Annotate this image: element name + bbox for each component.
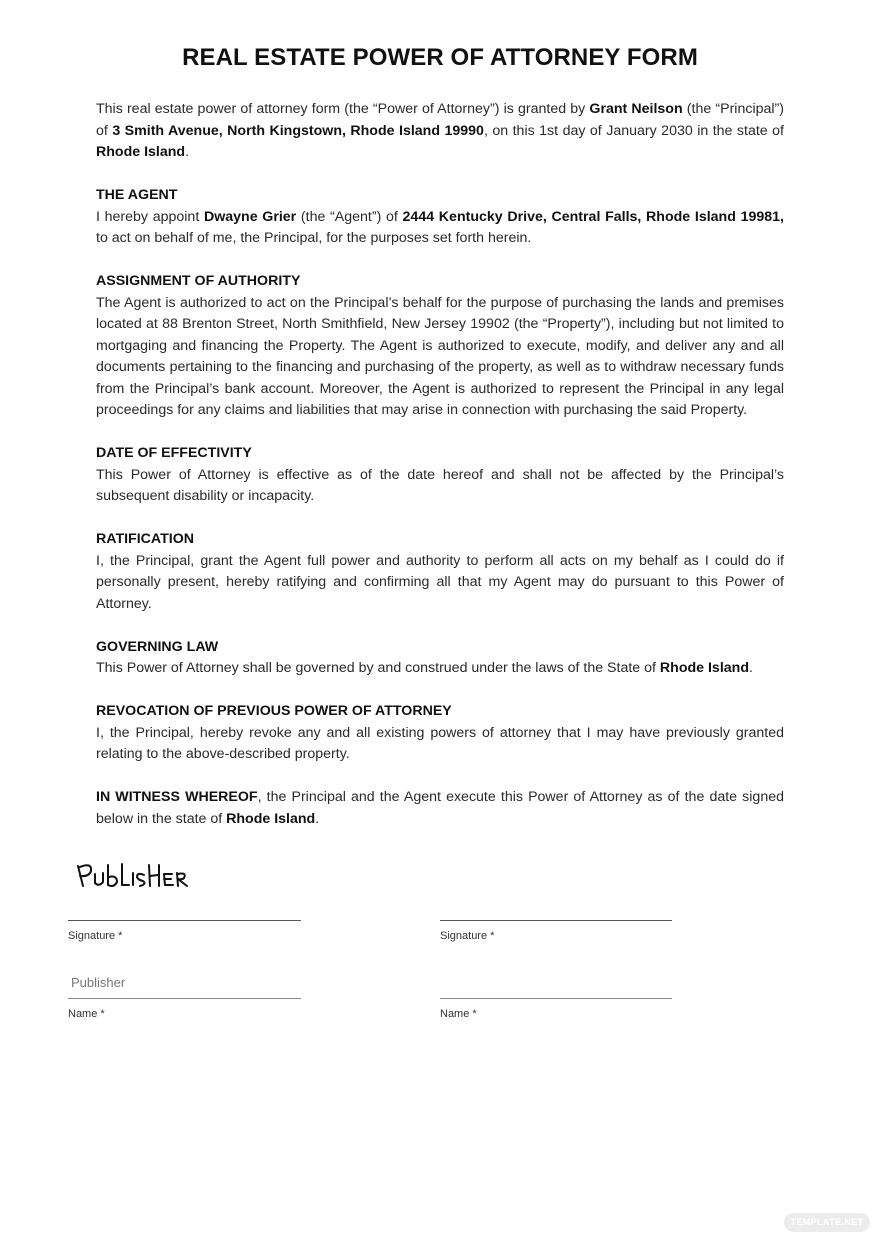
right-signature-label: Signature * — [440, 930, 495, 942]
left-name-line — [68, 998, 301, 999]
agent-name: Dwayne Grier — [203, 208, 297, 225]
right-name-label: Name * — [440, 1008, 477, 1020]
effectivity-heading: DATE OF EFFECTIVITY — [96, 445, 252, 461]
agent-heading: THE AGENT — [96, 187, 178, 203]
intro-state: Rhode Island — [96, 144, 186, 160]
intro-paragraph: This real estate power of attorney form (the “Power of Attorney”) is granted by Grant Neilson (the “Principal”) of 3 Smith Avenue, North Kingstown, Rhode Island 19990, on this 1st day of January 2030 in the state of Rhode Island. — [96, 101, 784, 160]
governing-law-paragraph: This Power of Attorney shall be governed by and construed under the laws of the State of Rhode Island. — [96, 660, 753, 676]
left-name-value[interactable]: Publisher — [71, 975, 126, 990]
revocation-heading: REVOCATION OF PREVIOUS POWER OF ATTORNEY — [96, 703, 452, 719]
agent-address: 2444 Kentucky Drive, Central Falls, Rhode Island 19981, — [402, 208, 784, 225]
left-signature-line — [68, 920, 301, 921]
ratification-heading: RATIFICATION — [96, 531, 194, 547]
principal-name: Grant Neilson — [589, 101, 683, 117]
document-body — [96, 99, 784, 852]
effectivity-paragraph: This Power of Attorney is effective as of the date hereof and shall not be affected by the Principal’s subsequent disability or incapacity. — [96, 466, 784, 504]
agent-paragraph: I hereby appoint Dwayne Grier (the “Agent”) of 2444 Kentucky Drive, Central Falls, Rhode Island 19981, to act on behalf of me, the Principal, for the purposes set forth herein. — [96, 208, 784, 246]
left-signature-label: Signature * — [68, 930, 123, 942]
left-name-label: Name * — [68, 1008, 105, 1020]
authority-heading: ASSIGNMENT OF AUTHORITY — [96, 273, 301, 289]
document-title: REAL ESTATE POWER OF ATTORNEY FORM — [182, 44, 698, 71]
witness-state: Rhode Island — [226, 810, 316, 827]
witness-lead: IN WITNESS WHEREOF — [96, 789, 258, 805]
handwritten-signature — [74, 856, 192, 896]
governing-law-heading: GOVERNING LAW — [96, 638, 219, 655]
right-name-line — [440, 998, 672, 999]
principal-address: 3 Smith Avenue, North Kingstown, Rhode Island 19990 — [112, 122, 484, 139]
witness-paragraph: IN WITNESS WHEREOF, the Principal and the Agent execute this Power of Attorney as of the date signed below in the state of Rhode Island. — [96, 789, 784, 827]
revocation-paragraph: I, the Principal, hereby revoke any and all existing powers of attorney that I may have previously granted relating to the above-described property. — [96, 724, 784, 762]
authority-paragraph: The Agent is authorized to act on the Principal’s behalf for the purpose of purchasing the lands and premises located at 88 Brenton Street, North Smithfield, New Jersey 19902 (the “Property”), including but not limited to mortgaging and financing the Property. The Agent is authorized to execute, modify, and deliver any and all documents pertaining to the financing and purchasing of the property, as well as to withdraw necessary funds from the Principal’s bank account. Moreover, the Agent is authorized to represent the Principal in any legal proceedings for any claims and liabilities that may arise in connection with purchasing the said Property. — [96, 294, 784, 418]
governing-law-state: Rhode Island — [659, 660, 749, 676]
right-signature-line[interactable] — [440, 920, 672, 921]
ratification-paragraph: I, the Principal, grant the Agent full power and authority to perform all acts on my behalf as I could do if personally present, hereby ratifying and confirming all that my Agent may do pursuant to this Power of Attorney. — [96, 552, 784, 612]
watermark-badge: TEMPLATE.NET — [784, 1213, 870, 1232]
